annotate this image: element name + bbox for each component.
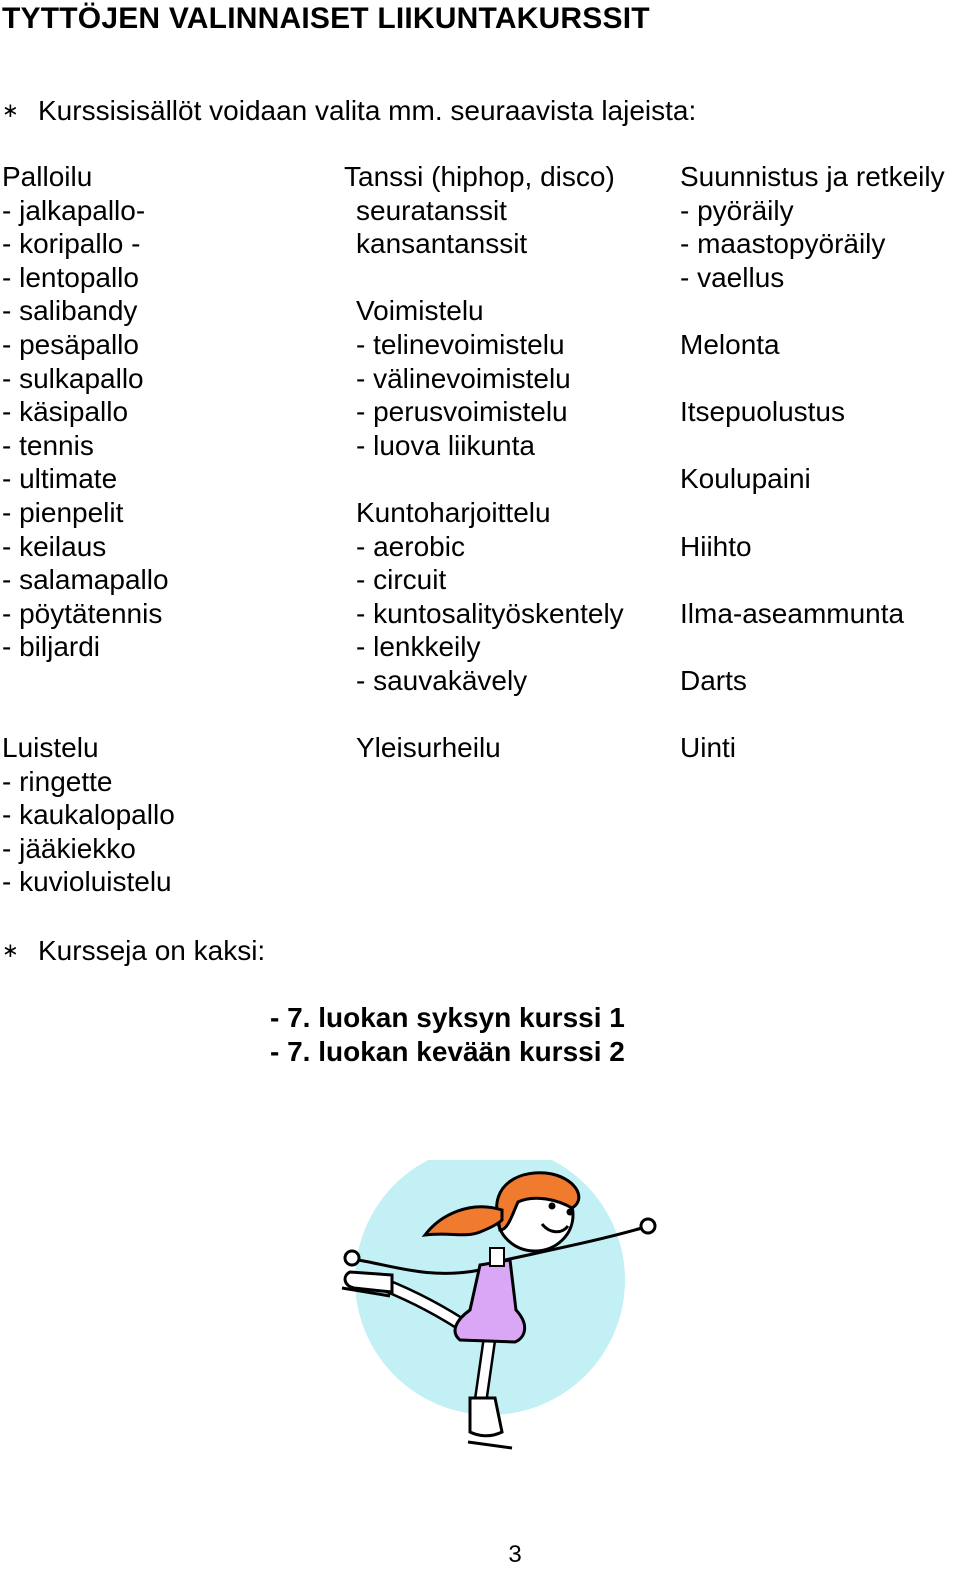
list-item: - lentopallo [2, 261, 139, 293]
course-item: - 7. luokan syksyn kurssi 1 [270, 1002, 625, 1033]
sports-column-1 [2, 160, 169, 664]
standing-blade [468, 1442, 512, 1448]
spacer-line [680, 294, 945, 328]
standing-skate [470, 1398, 502, 1436]
bullet-asterisk-icon: ∗ [2, 100, 19, 122]
list-item: - telinevoimistelu [356, 328, 565, 360]
bullet-asterisk-icon: ∗ [2, 940, 19, 962]
list-item: - lenkkeily [356, 631, 481, 663]
list-item: - sauvakävely [356, 664, 528, 696]
course-list [270, 1001, 625, 1069]
list-item: - vaellus [680, 261, 785, 293]
list-item: Melonta [680, 328, 780, 360]
figure-skater-illustration [330, 1160, 670, 1460]
list-item: Suunnistus ja retkeily [680, 161, 945, 192]
athletics-list [356, 731, 501, 765]
list-item: - biljardi [2, 631, 101, 663]
list-item: - kuvioluistelu [2, 866, 172, 898]
list-item: - salibandy [2, 295, 138, 327]
list-item: Yleisurheilu [356, 732, 501, 763]
list-item: - tennis [2, 429, 94, 461]
page-number: 3 [508, 1541, 522, 1568]
list-item: - aerobic [356, 530, 465, 562]
page-title: TYTTÖJEN VALINNAISET LIIKUNTAKURSSIT [2, 2, 650, 35]
list-item: Itsepuolustus [680, 396, 845, 428]
right-hand [641, 1219, 655, 1233]
list-item: - kuntosalityöskentely [356, 597, 624, 629]
list-item: - välinevoimistelu [356, 362, 571, 394]
list-item: - luova liikunta [356, 429, 535, 461]
list-item: Darts [680, 664, 747, 696]
spacer-line [680, 496, 945, 530]
list-item: - pyöräily [680, 194, 794, 226]
list-item: Kuntoharjoittelu [356, 496, 551, 528]
eye [549, 1203, 556, 1210]
spacer-line [680, 429, 945, 463]
spacer-line [680, 563, 945, 597]
list-item: - ultimate [2, 463, 118, 495]
list-item: Ilma-aseammunta [680, 597, 905, 629]
list-item: - maastopyöräily [680, 228, 886, 260]
sports-column-2 [344, 160, 624, 698]
spacer-line [344, 261, 624, 295]
list-item: - keilaus [2, 530, 107, 562]
list-item: - kaukalopallo [2, 799, 175, 831]
list-item: Hiihto [680, 530, 752, 562]
list-item: kansantanssit [356, 228, 528, 260]
spacer-line [680, 362, 945, 396]
spacer-line [344, 462, 624, 496]
list-item: - pienpelit [2, 496, 124, 528]
list-item: - perusvoimistelu [356, 396, 568, 428]
list-item: - pöytätennis [2, 597, 163, 629]
list-item: seuratanssit [356, 194, 507, 226]
list-item: Palloilu [2, 161, 93, 192]
list-item: - jalkapallo- [2, 194, 146, 226]
list-item: - salamapallo [2, 564, 169, 596]
swimming-list [680, 731, 736, 765]
list-item: Luistelu [2, 732, 99, 763]
neck [490, 1248, 504, 1266]
spacer-line [680, 630, 945, 664]
list-item: - ringette [2, 765, 113, 797]
list-item: - sulkapallo [2, 362, 144, 394]
left-hand [345, 1251, 359, 1265]
list-item: Tanssi (hiphop, disco) [344, 161, 615, 192]
list-item: - jääkiekko [2, 832, 136, 864]
list-item: - käsipallo [2, 396, 129, 428]
list-item: - koripallo - [2, 228, 141, 260]
intro-text: Kurssisisällöt voidaan valita mm. seuraavista lajeista: [38, 95, 697, 126]
list-item: Koulupaini [680, 463, 811, 495]
list-item: - pesäpallo [2, 328, 139, 360]
course-item: - 7. luokan kevään kurssi 2 [270, 1036, 625, 1067]
courses-intro-text: Kursseja on kaksi: [38, 935, 266, 966]
sports-column-3 [680, 160, 945, 698]
list-item: Uinti [680, 732, 737, 763]
skating-list [2, 731, 175, 899]
list-item: Voimistelu [356, 295, 484, 327]
eye [567, 1209, 574, 1216]
list-item: - circuit [356, 564, 447, 596]
